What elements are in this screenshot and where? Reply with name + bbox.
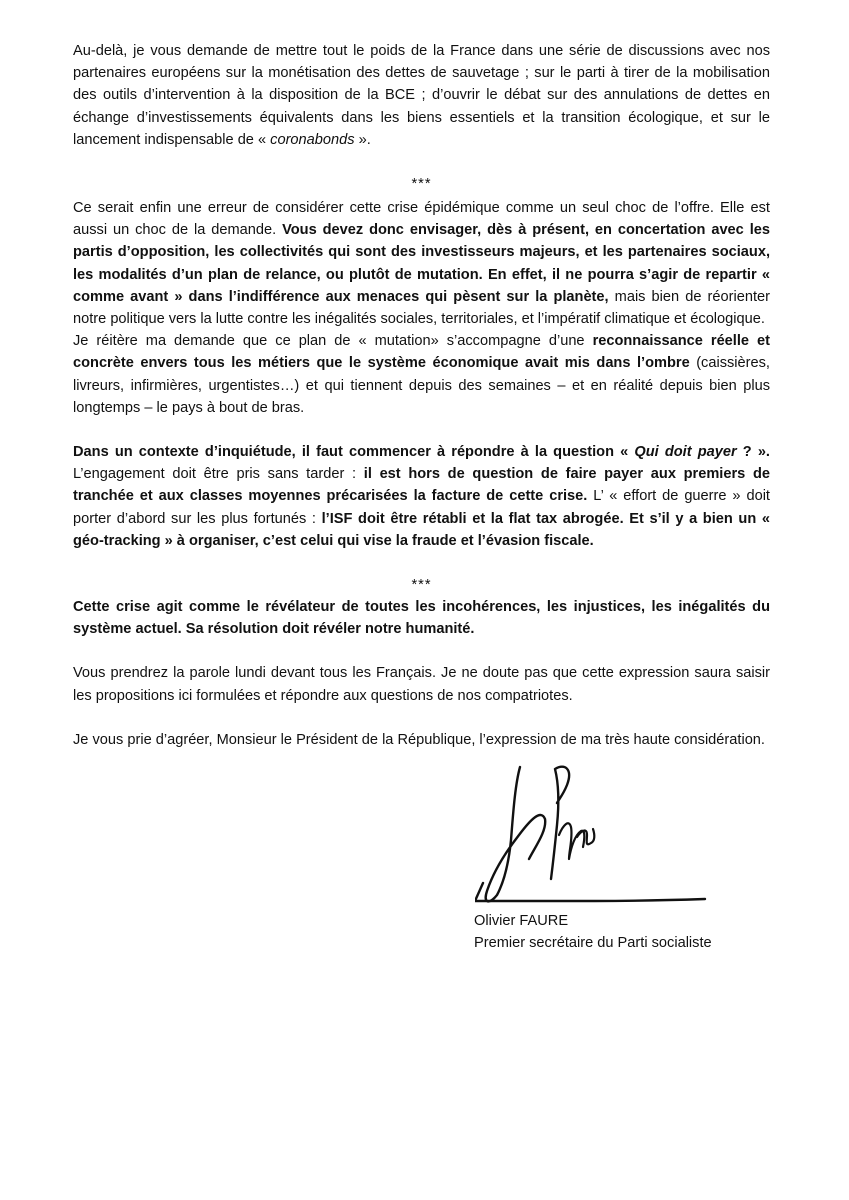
- paragraph-closing-formula: Je vous prie d’agréer, Monsieur le Président de la République, l’expression de ma très haute considération.: [73, 731, 765, 748]
- paragraph-european-discussions: Au-delà, je vous demande de mettre tout le poids de la France dans une série de discussions avec nos partenaires européens sur la monétisation des dettes de sauvetage ; sur le parti à tirer de la mobilisation des outils d’intervention à la disposition de la BCE ; d’ouvrir le débat sur des annulations de dettes en échange d’investissements équivalents dans les biens essentiels et la transition écologique, et sur le lancement indispensable de « coronabonds ».: [73, 43, 770, 148]
- signatory-title: Premier secrétaire du Parti socialiste: [474, 935, 712, 951]
- paragraph-crisis-revealer: Cette crise agit comme le révélateur de toutes les incohérences, les injustices, les inégalités du système actuel. Sa résolution doit révéler notre humanité.: [73, 599, 770, 638]
- section-separator: ***: [411, 176, 432, 193]
- paragraph-essential-workers: Je réitère ma demande que ce plan de « mutation» s’accompagne d’une reconnaissance réelle et concrète envers tous les métiers que le système économique avait mis dans l’ombre (caissières, livreurs, infirmières, urgentistes…) et qui tiennent depuis des semaines – et en réalité depuis bien plus longtemps – le pays à bout de bras.: [73, 333, 771, 416]
- section-separator: ***: [411, 577, 432, 594]
- letter-body: [73, 40, 770, 751]
- paragraph-who-pays: Dans un contexte d’inquiétude, il faut commencer à répondre à la question « Qui doit payer ? ». L’engagement doit être pris sans tarder : il est hors de question de faire payer aux premiers de tranchée et aux classes moyennes précarisées la facture de cette crise. L’ « effort de guerre » doit porter d’abord sur les plus fortunés : l’ISF doit être rétabli et la flat tax abrogée. Et s’il y a bien un « géo-tracking » à organiser, c’est celui qui vise la fraude et l’évasion fiscale.: [73, 444, 771, 549]
- paragraph-monday-speech: Vous prendrez la parole lundi devant tous les Français. Je ne doute pas que cette expression saura saisir les propositions ici formulées et répondre aux questions de nos compatriotes.: [73, 665, 770, 704]
- signatory-name: Olivier FAURE: [474, 913, 569, 929]
- paragraph-recovery-plan: Ce serait enfin une erreur de considérer cette crise épidémique comme un seul choc de l’offre. Elle est aussi un choc de la demande. Vous devez donc envisager, dès à présent, en concertation avec les partis d’opposition, les collectivités qui sont des investisseurs majeurs, et les partenaires sociaux, les modalités d’un plan de relance, ou plutôt de mutation. En effet, il ne pourra s’agir de repartir « comme avant » dans l’indifférence aux menaces qui pèsent sur la planète, mais bien de réorienter notre politique vers la lutte contre les inégalités sociales, territoriales, et l’impératif climatique et écologique.: [73, 200, 770, 328]
